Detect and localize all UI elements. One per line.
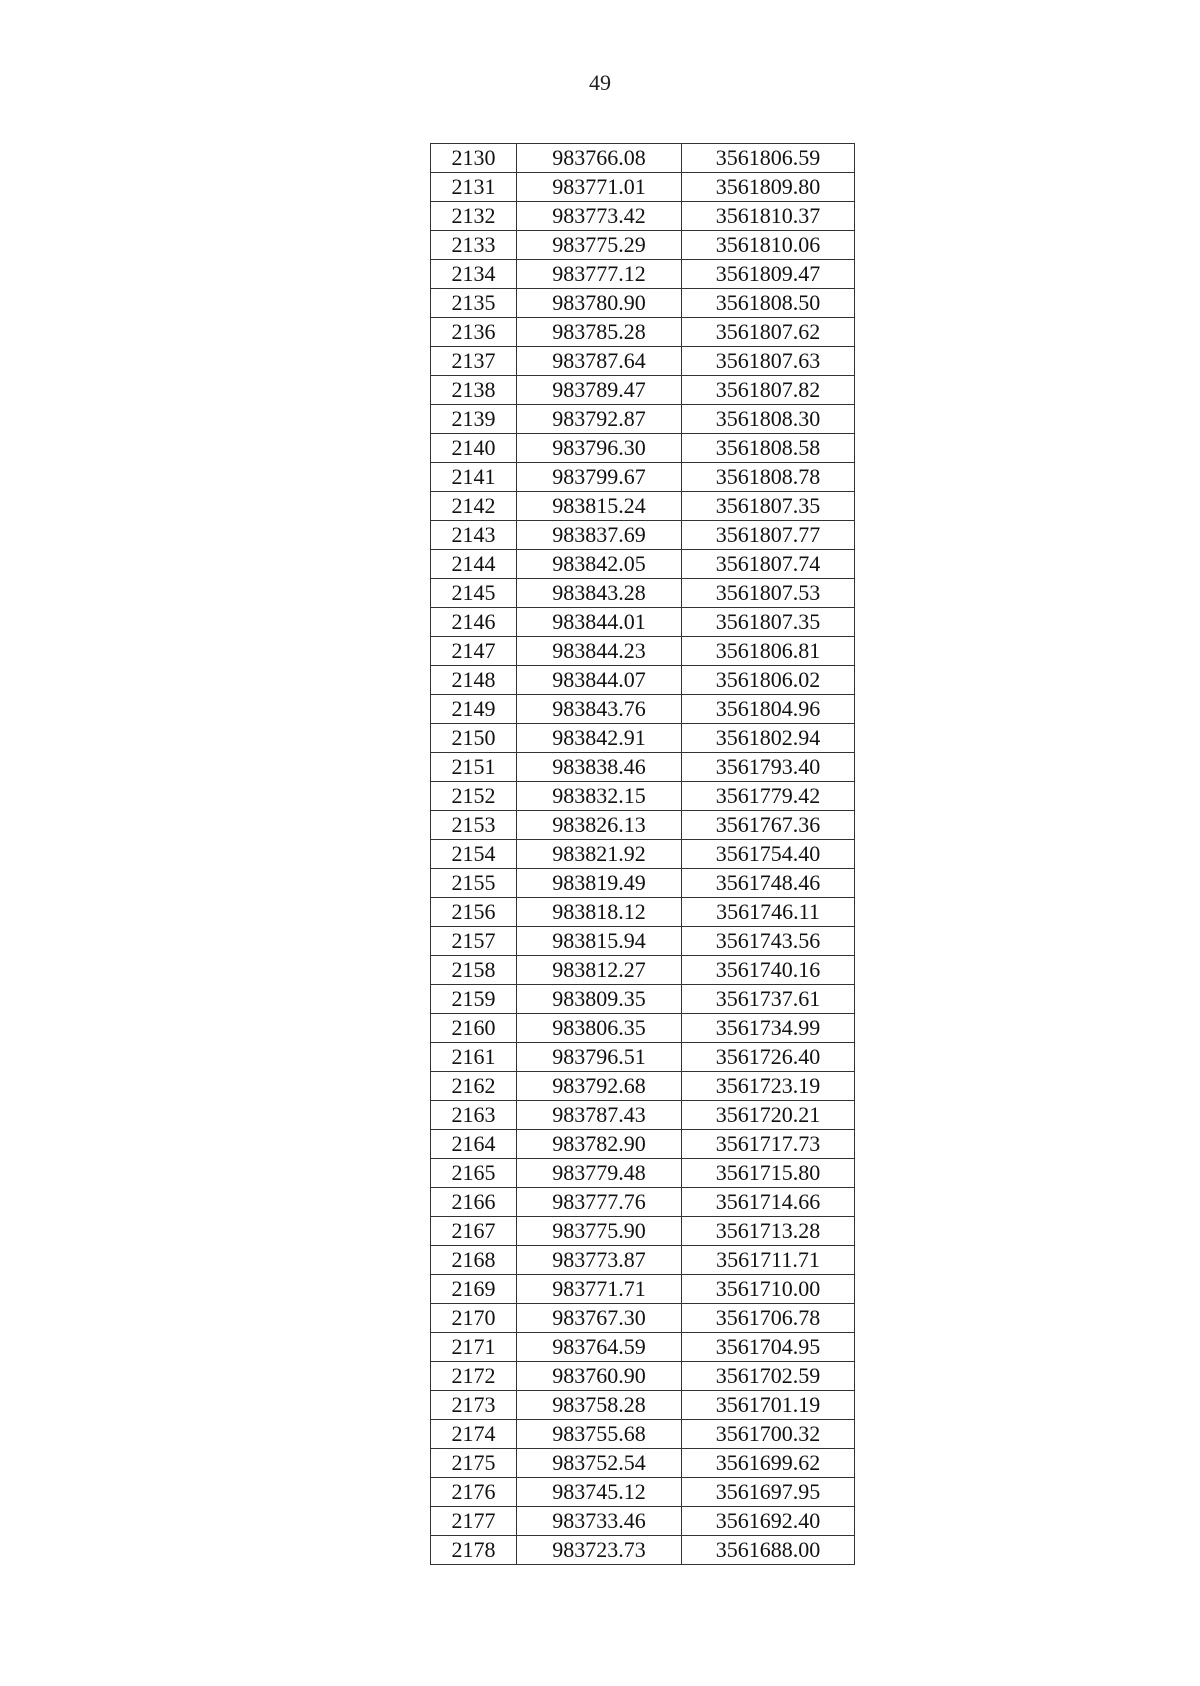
table-row — [431, 724, 855, 753]
table-row — [431, 173, 855, 202]
y-coordinate-cell: 3561734.99 — [682, 1014, 855, 1043]
table-row — [431, 1304, 855, 1333]
y-coordinate-cell: 3561809.80 — [682, 173, 855, 202]
table-row — [431, 579, 855, 608]
x-coordinate-cell: 983838.46 — [517, 753, 682, 782]
y-coordinate-cell: 3561810.06 — [682, 231, 855, 260]
point-number-cell: 2172 — [431, 1362, 517, 1391]
table-row — [431, 289, 855, 318]
table-row — [431, 869, 855, 898]
y-coordinate-cell: 3561748.46 — [682, 869, 855, 898]
y-coordinate-cell: 3561711.71 — [682, 1246, 855, 1275]
table-row — [431, 637, 855, 666]
y-coordinate-cell: 3561706.78 — [682, 1304, 855, 1333]
x-coordinate-cell: 983842.05 — [517, 550, 682, 579]
point-number-cell: 2140 — [431, 434, 517, 463]
x-coordinate-cell: 983815.94 — [517, 927, 682, 956]
point-number-cell: 2165 — [431, 1159, 517, 1188]
y-coordinate-cell: 3561715.80 — [682, 1159, 855, 1188]
x-coordinate-cell: 983844.23 — [517, 637, 682, 666]
x-coordinate-cell: 983799.67 — [517, 463, 682, 492]
point-number-cell: 2145 — [431, 579, 517, 608]
x-coordinate-cell: 983773.87 — [517, 1246, 682, 1275]
table-row — [431, 1130, 855, 1159]
point-number-cell: 2139 — [431, 405, 517, 434]
point-number-cell: 2156 — [431, 898, 517, 927]
y-coordinate-cell: 3561743.56 — [682, 927, 855, 956]
point-number-cell: 2158 — [431, 956, 517, 985]
y-coordinate-cell: 3561704.95 — [682, 1333, 855, 1362]
y-coordinate-cell: 3561740.16 — [682, 956, 855, 985]
y-coordinate-cell: 3561807.63 — [682, 347, 855, 376]
point-number-cell: 2143 — [431, 521, 517, 550]
x-coordinate-cell: 983745.12 — [517, 1478, 682, 1507]
table-row — [431, 1275, 855, 1304]
x-coordinate-cell: 983815.24 — [517, 492, 682, 521]
x-coordinate-cell: 983843.76 — [517, 695, 682, 724]
x-coordinate-cell: 983752.54 — [517, 1449, 682, 1478]
table-row — [431, 434, 855, 463]
y-coordinate-cell: 3561810.37 — [682, 202, 855, 231]
point-number-cell: 2169 — [431, 1275, 517, 1304]
x-coordinate-cell: 983723.73 — [517, 1536, 682, 1565]
y-coordinate-cell: 3561808.30 — [682, 405, 855, 434]
x-coordinate-cell: 983844.07 — [517, 666, 682, 695]
point-number-cell: 2166 — [431, 1188, 517, 1217]
table-row — [431, 753, 855, 782]
table-row — [431, 840, 855, 869]
point-number-cell: 2149 — [431, 695, 517, 724]
x-coordinate-cell: 983782.90 — [517, 1130, 682, 1159]
point-number-cell: 2137 — [431, 347, 517, 376]
table-row — [431, 1449, 855, 1478]
x-coordinate-cell: 983787.43 — [517, 1101, 682, 1130]
y-coordinate-cell: 3561809.47 — [682, 260, 855, 289]
x-coordinate-cell: 983771.71 — [517, 1275, 682, 1304]
y-coordinate-cell: 3561699.62 — [682, 1449, 855, 1478]
x-coordinate-cell: 983785.28 — [517, 318, 682, 347]
table-row — [431, 695, 855, 724]
table-row — [431, 1536, 855, 1565]
point-number-cell: 2154 — [431, 840, 517, 869]
table-body — [431, 144, 855, 1565]
table-row — [431, 318, 855, 347]
point-number-cell: 2134 — [431, 260, 517, 289]
table-row — [431, 376, 855, 405]
x-coordinate-cell: 983796.51 — [517, 1043, 682, 1072]
point-number-cell: 2162 — [431, 1072, 517, 1101]
table-row — [431, 898, 855, 927]
x-coordinate-cell: 983818.12 — [517, 898, 682, 927]
y-coordinate-cell: 3561807.62 — [682, 318, 855, 347]
point-number-cell: 2163 — [431, 1101, 517, 1130]
point-number-cell: 2155 — [431, 869, 517, 898]
point-number-cell: 2152 — [431, 782, 517, 811]
x-coordinate-cell: 983760.90 — [517, 1362, 682, 1391]
table-row — [431, 1333, 855, 1362]
x-coordinate-cell: 983777.76 — [517, 1188, 682, 1217]
point-number-cell: 2159 — [431, 985, 517, 1014]
y-coordinate-cell: 3561806.02 — [682, 666, 855, 695]
table-row — [431, 608, 855, 637]
table-row — [431, 1217, 855, 1246]
point-number-cell: 2174 — [431, 1420, 517, 1449]
table-row — [431, 811, 855, 840]
table-row — [431, 463, 855, 492]
y-coordinate-cell: 3561802.94 — [682, 724, 855, 753]
y-coordinate-cell: 3561714.66 — [682, 1188, 855, 1217]
table-row — [431, 1478, 855, 1507]
point-number-cell: 2168 — [431, 1246, 517, 1275]
y-coordinate-cell: 3561779.42 — [682, 782, 855, 811]
y-coordinate-cell: 3561710.00 — [682, 1275, 855, 1304]
x-coordinate-cell: 983755.68 — [517, 1420, 682, 1449]
x-coordinate-cell: 983767.30 — [517, 1304, 682, 1333]
table-row — [431, 1188, 855, 1217]
coordinate-table — [430, 143, 855, 1565]
y-coordinate-cell: 3561807.82 — [682, 376, 855, 405]
table-row — [431, 144, 855, 173]
table-row — [431, 666, 855, 695]
table-row — [431, 1043, 855, 1072]
point-number-cell: 2173 — [431, 1391, 517, 1420]
point-number-cell: 2135 — [431, 289, 517, 318]
y-coordinate-cell: 3561692.40 — [682, 1507, 855, 1536]
x-coordinate-cell: 983806.35 — [517, 1014, 682, 1043]
x-coordinate-cell: 983837.69 — [517, 521, 682, 550]
point-number-cell: 2146 — [431, 608, 517, 637]
x-coordinate-cell: 983773.42 — [517, 202, 682, 231]
y-coordinate-cell: 3561793.40 — [682, 753, 855, 782]
x-coordinate-cell: 983789.47 — [517, 376, 682, 405]
x-coordinate-cell: 983764.59 — [517, 1333, 682, 1362]
y-coordinate-cell: 3561806.59 — [682, 144, 855, 173]
x-coordinate-cell: 983809.35 — [517, 985, 682, 1014]
y-coordinate-cell: 3561806.81 — [682, 637, 855, 666]
x-coordinate-cell: 983844.01 — [517, 608, 682, 637]
x-coordinate-cell: 983775.90 — [517, 1217, 682, 1246]
y-coordinate-cell: 3561737.61 — [682, 985, 855, 1014]
y-coordinate-cell: 3561808.78 — [682, 463, 855, 492]
x-coordinate-cell: 983812.27 — [517, 956, 682, 985]
y-coordinate-cell: 3561808.50 — [682, 289, 855, 318]
table-row — [431, 1101, 855, 1130]
x-coordinate-cell: 983766.08 — [517, 144, 682, 173]
x-coordinate-cell: 983733.46 — [517, 1507, 682, 1536]
x-coordinate-cell: 983832.15 — [517, 782, 682, 811]
x-coordinate-cell: 983792.87 — [517, 405, 682, 434]
y-coordinate-cell: 3561754.40 — [682, 840, 855, 869]
point-number-cell: 2142 — [431, 492, 517, 521]
table-row — [431, 1159, 855, 1188]
y-coordinate-cell: 3561807.35 — [682, 608, 855, 637]
point-number-cell: 2148 — [431, 666, 517, 695]
y-coordinate-cell: 3561807.53 — [682, 579, 855, 608]
point-number-cell: 2151 — [431, 753, 517, 782]
table-row — [431, 405, 855, 434]
point-number-cell: 2131 — [431, 173, 517, 202]
table-row — [431, 347, 855, 376]
x-coordinate-cell: 983775.29 — [517, 231, 682, 260]
y-coordinate-cell: 3561702.59 — [682, 1362, 855, 1391]
point-number-cell: 2150 — [431, 724, 517, 753]
table-row — [431, 1420, 855, 1449]
point-number-cell: 2178 — [431, 1536, 517, 1565]
y-coordinate-cell: 3561767.36 — [682, 811, 855, 840]
x-coordinate-cell: 983843.28 — [517, 579, 682, 608]
point-number-cell: 2141 — [431, 463, 517, 492]
y-coordinate-cell: 3561807.77 — [682, 521, 855, 550]
point-number-cell: 2161 — [431, 1043, 517, 1072]
x-coordinate-cell: 983826.13 — [517, 811, 682, 840]
table-row — [431, 1014, 855, 1043]
point-number-cell: 2171 — [431, 1333, 517, 1362]
table-row — [431, 956, 855, 985]
x-coordinate-cell: 983771.01 — [517, 173, 682, 202]
table-row — [431, 1391, 855, 1420]
y-coordinate-cell: 3561746.11 — [682, 898, 855, 927]
point-number-cell: 2170 — [431, 1304, 517, 1333]
point-number-cell: 2132 — [431, 202, 517, 231]
x-coordinate-cell: 983758.28 — [517, 1391, 682, 1420]
point-number-cell: 2138 — [431, 376, 517, 405]
point-number-cell: 2144 — [431, 550, 517, 579]
x-coordinate-cell: 983777.12 — [517, 260, 682, 289]
point-number-cell: 2175 — [431, 1449, 517, 1478]
point-number-cell: 2147 — [431, 637, 517, 666]
table-row — [431, 782, 855, 811]
table-row — [431, 927, 855, 956]
point-number-cell: 2167 — [431, 1217, 517, 1246]
y-coordinate-cell: 3561807.74 — [682, 550, 855, 579]
x-coordinate-cell: 983780.90 — [517, 289, 682, 318]
y-coordinate-cell: 3561713.28 — [682, 1217, 855, 1246]
y-coordinate-cell: 3561701.19 — [682, 1391, 855, 1420]
y-coordinate-cell: 3561688.00 — [682, 1536, 855, 1565]
x-coordinate-cell: 983796.30 — [517, 434, 682, 463]
y-coordinate-cell: 3561808.58 — [682, 434, 855, 463]
point-number-cell: 2133 — [431, 231, 517, 260]
x-coordinate-cell: 983821.92 — [517, 840, 682, 869]
x-coordinate-cell: 983792.68 — [517, 1072, 682, 1101]
point-number-cell: 2160 — [431, 1014, 517, 1043]
page-number: 49 — [589, 70, 611, 95]
table-row — [431, 202, 855, 231]
point-number-cell: 2157 — [431, 927, 517, 956]
table-row — [431, 1246, 855, 1275]
y-coordinate-cell: 3561804.96 — [682, 695, 855, 724]
table-row — [431, 231, 855, 260]
table-row — [431, 550, 855, 579]
point-number-cell: 2136 — [431, 318, 517, 347]
x-coordinate-cell: 983787.64 — [517, 347, 682, 376]
table-row — [431, 1072, 855, 1101]
table-row — [431, 521, 855, 550]
point-number-cell: 2130 — [431, 144, 517, 173]
table-row — [431, 492, 855, 521]
y-coordinate-cell: 3561807.35 — [682, 492, 855, 521]
x-coordinate-cell: 983819.49 — [517, 869, 682, 898]
x-coordinate-cell: 983842.91 — [517, 724, 682, 753]
point-number-cell: 2164 — [431, 1130, 517, 1159]
point-number-cell: 2177 — [431, 1507, 517, 1536]
table-row — [431, 260, 855, 289]
y-coordinate-cell: 3561720.21 — [682, 1101, 855, 1130]
y-coordinate-cell: 3561717.73 — [682, 1130, 855, 1159]
y-coordinate-cell: 3561700.32 — [682, 1420, 855, 1449]
y-coordinate-cell: 3561726.40 — [682, 1043, 855, 1072]
y-coordinate-cell: 3561723.19 — [682, 1072, 855, 1101]
table-row — [431, 1362, 855, 1391]
table-row — [431, 985, 855, 1014]
x-coordinate-cell: 983779.48 — [517, 1159, 682, 1188]
point-number-cell: 2176 — [431, 1478, 517, 1507]
y-coordinate-cell: 3561697.95 — [682, 1478, 855, 1507]
table-row — [431, 1507, 855, 1536]
point-number-cell: 2153 — [431, 811, 517, 840]
